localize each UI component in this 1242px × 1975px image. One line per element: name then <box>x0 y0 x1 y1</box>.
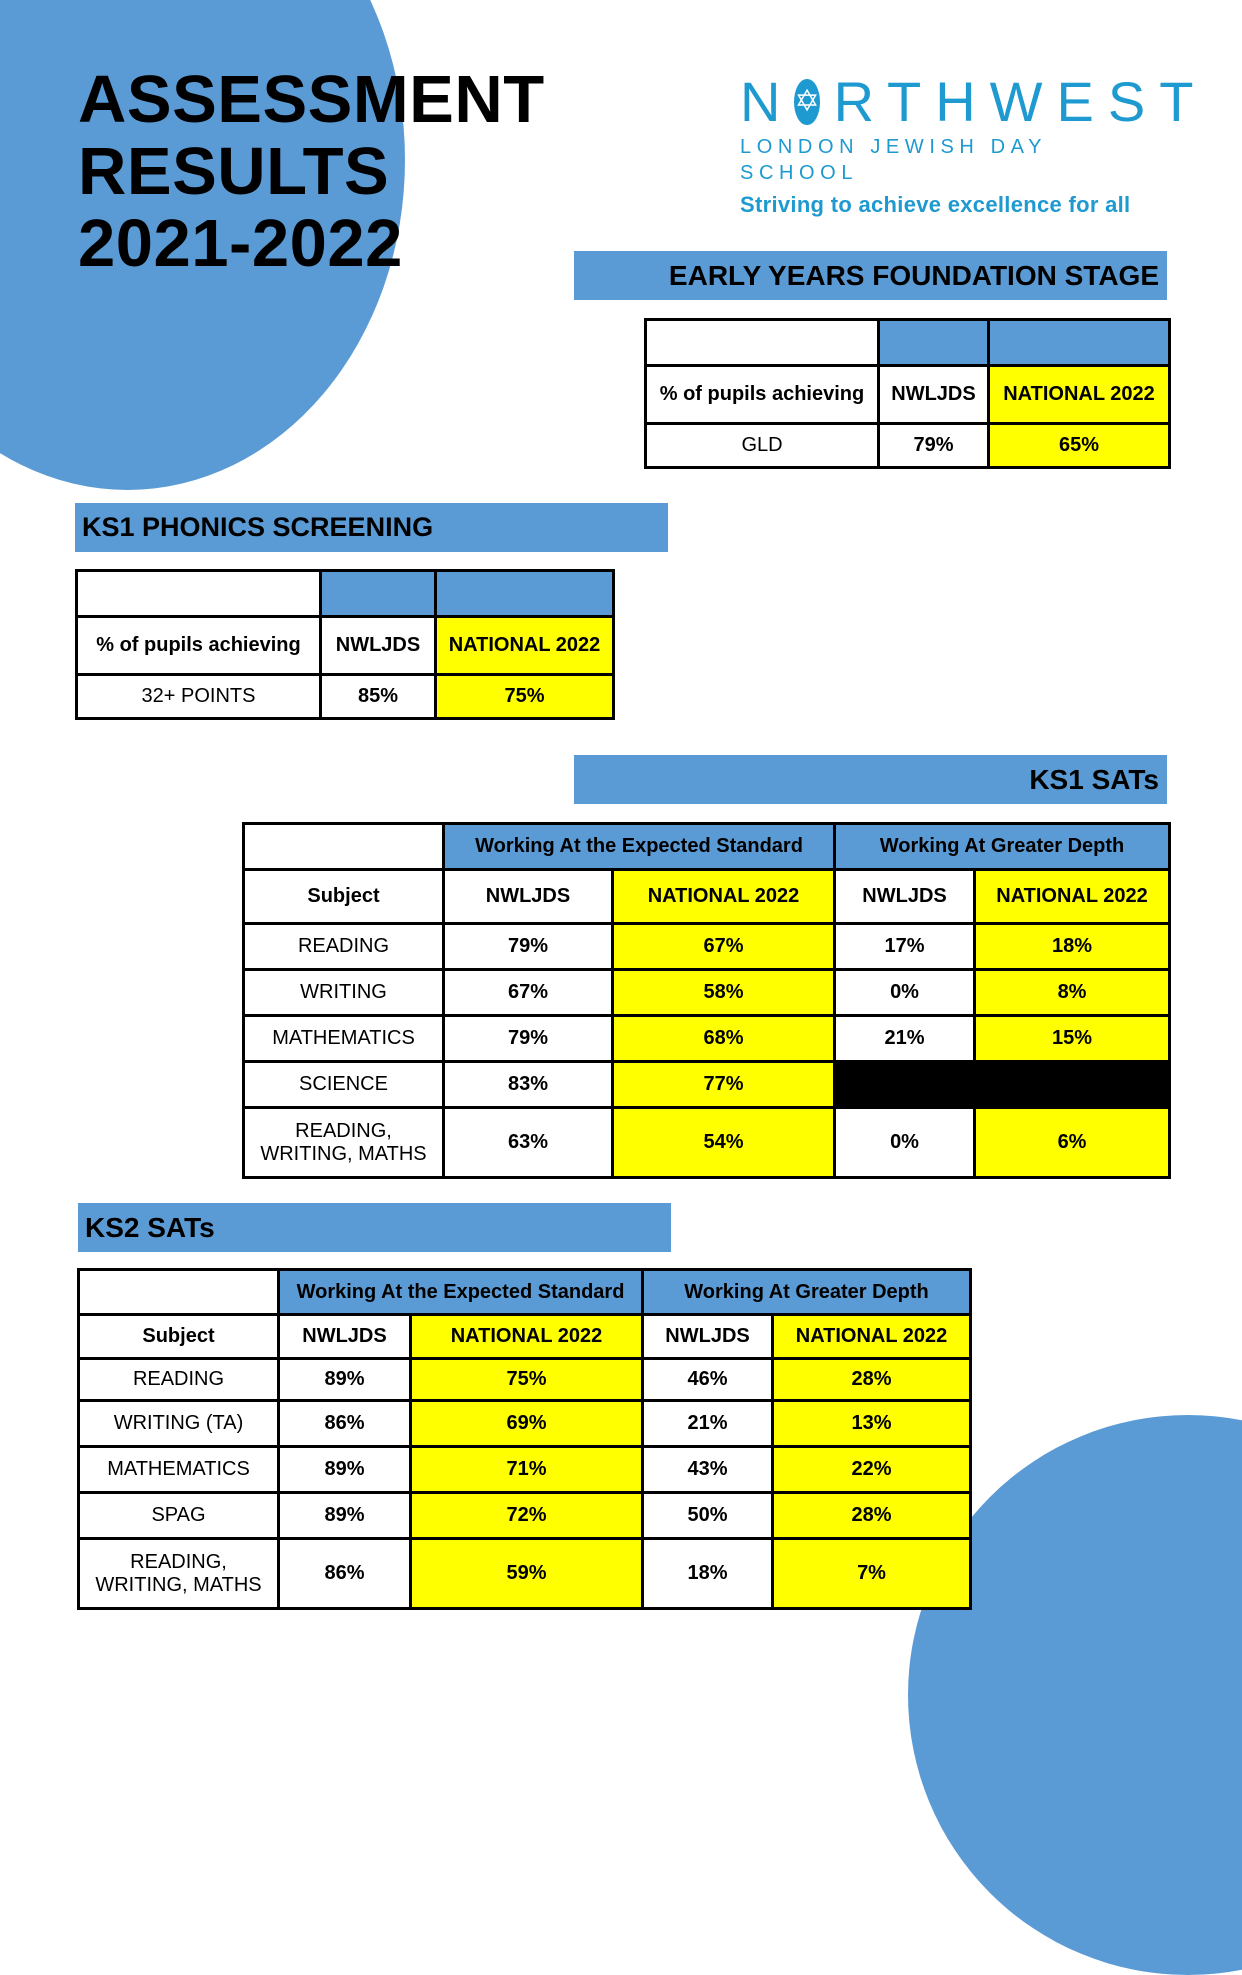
table-header-row <box>77 617 614 675</box>
national-value: 7% <box>773 1539 971 1609</box>
column-header: Subject <box>244 870 444 924</box>
column-header: % of pupils achieving <box>77 617 321 675</box>
column-header: NWLJDS <box>879 366 989 424</box>
table-cell <box>79 1270 279 1315</box>
group-header-greater-depth: Working At Greater Depth <box>643 1270 971 1315</box>
logo-name-first-letter: N <box>740 70 795 133</box>
national-value: 13% <box>773 1401 971 1447</box>
school-value: 79% <box>444 924 613 970</box>
national-value: 8% <box>975 970 1170 1016</box>
table-row <box>244 970 1170 1016</box>
subject-cell: WRITING <box>244 970 444 1016</box>
table-cell <box>436 571 614 617</box>
national-value: 18% <box>975 924 1170 970</box>
logo-subtitle: LONDON JEWISH DAY SCHOOL <box>740 136 1047 184</box>
table-cell <box>321 571 436 617</box>
phonics-table <box>75 569 615 720</box>
subject-line: READING, <box>295 1119 392 1142</box>
table-row <box>79 1447 971 1493</box>
column-header: NWLJDS <box>643 1315 773 1359</box>
eyfs-heading: EARLY YEARS FOUNDATION STAGE <box>574 251 1167 300</box>
eyfs-table <box>644 318 1171 469</box>
table-row <box>77 571 614 617</box>
school-value: 79% <box>444 1016 613 1062</box>
column-header: NWLJDS <box>279 1315 411 1359</box>
school-logo <box>740 70 1208 220</box>
column-header: NWLJDS <box>835 870 975 924</box>
school-value: 46% <box>643 1359 773 1401</box>
column-header: % of pupils achieving <box>646 366 879 424</box>
national-value: 15% <box>975 1016 1170 1062</box>
national-value: 65% <box>989 424 1170 468</box>
table-cell <box>646 320 879 366</box>
row-label: 32+ POINTS <box>77 675 321 719</box>
title-line-3: 2021-2022 <box>78 206 403 281</box>
ks2-heading: KS2 SATs <box>78 1203 671 1252</box>
subject-cell: SPAG <box>79 1493 279 1539</box>
school-value: 67% <box>444 970 613 1016</box>
school-value: 50% <box>643 1493 773 1539</box>
column-header: NATIONAL 2022 <box>975 870 1170 924</box>
column-header: NATIONAL 2022 <box>613 870 835 924</box>
national-value: 72% <box>411 1493 643 1539</box>
subject-cell: MATHEMATICS <box>244 1016 444 1062</box>
column-header: NATIONAL 2022 <box>989 366 1170 424</box>
national-value: 54% <box>613 1108 835 1178</box>
school-value: 21% <box>643 1401 773 1447</box>
school-value: 79% <box>879 424 989 468</box>
table-row <box>244 1062 1170 1108</box>
school-value: 86% <box>279 1401 411 1447</box>
national-value: 67% <box>613 924 835 970</box>
table-row <box>79 1359 971 1401</box>
school-value: 0% <box>835 970 975 1016</box>
column-header: Subject <box>79 1315 279 1359</box>
column-header: NATIONAL 2022 <box>773 1315 971 1359</box>
group-header-expected: Working At the Expected Standard <box>444 824 835 870</box>
logo-wordmark <box>740 70 1208 134</box>
national-value: 75% <box>436 675 614 719</box>
subject-line: WRITING, MATHS <box>95 1573 262 1596</box>
logo-name-rest: RTHWEST <box>833 70 1208 133</box>
national-value: 77% <box>613 1062 835 1108</box>
national-value: 68% <box>613 1016 835 1062</box>
school-value: 18% <box>643 1539 773 1609</box>
table-header-row <box>244 870 1170 924</box>
ks1-table <box>242 822 1171 1179</box>
row-label: GLD <box>646 424 879 468</box>
group-header-row <box>244 824 1170 870</box>
table-row <box>244 924 1170 970</box>
table-header-row <box>646 366 1170 424</box>
school-value: 0% <box>835 1108 975 1178</box>
subject-cell: SCIENCE <box>244 1062 444 1108</box>
group-header-row <box>79 1270 971 1315</box>
group-header-expected: Working At the Expected Standard <box>279 1270 643 1315</box>
table-cell <box>244 824 444 870</box>
table-row <box>77 675 614 719</box>
school-value: 17% <box>835 924 975 970</box>
school-value: 89% <box>279 1447 411 1493</box>
column-header: NWLJDS <box>321 617 436 675</box>
title-line-2: RESULTS <box>78 134 390 209</box>
school-value: 89% <box>279 1493 411 1539</box>
subject-cell: WRITING (TA) <box>79 1401 279 1447</box>
national-value: 6% <box>975 1108 1170 1178</box>
subject-cell: MATHEMATICS <box>79 1447 279 1493</box>
not-applicable-block <box>835 1062 1170 1108</box>
table-row <box>79 1401 971 1447</box>
logo-tagline: Striving to achieve excellence for all <box>740 192 1131 217</box>
table-row <box>646 424 1170 468</box>
national-value: 75% <box>411 1359 643 1401</box>
ks1-heading: KS1 SATs <box>574 755 1167 804</box>
table-row <box>79 1539 971 1609</box>
school-value: 63% <box>444 1108 613 1178</box>
school-value: 86% <box>279 1539 411 1609</box>
table-row <box>79 1493 971 1539</box>
subject-cell: READING <box>79 1359 279 1401</box>
table-row <box>646 320 1170 366</box>
national-value: 69% <box>411 1401 643 1447</box>
table-row <box>244 1108 1170 1178</box>
group-header-greater-depth: Working At Greater Depth <box>835 824 1170 870</box>
column-header: NWLJDS <box>444 870 613 924</box>
title-line-1: ASSESSMENT <box>78 62 545 137</box>
column-header: NATIONAL 2022 <box>436 617 614 675</box>
national-value: 59% <box>411 1539 643 1609</box>
table-cell <box>77 571 321 617</box>
column-header: NATIONAL 2022 <box>411 1315 643 1359</box>
school-value: 83% <box>444 1062 613 1108</box>
national-value: 28% <box>773 1493 971 1539</box>
table-row <box>244 1016 1170 1062</box>
table-cell <box>879 320 989 366</box>
school-value: 43% <box>643 1447 773 1493</box>
table-header-row <box>79 1315 971 1359</box>
subject-line: READING, <box>130 1550 227 1573</box>
subject-cell: READING <box>244 924 444 970</box>
subject-cell <box>244 1108 444 1178</box>
phonics-heading: KS1 PHONICS SCREENING <box>75 503 668 552</box>
school-value: 89% <box>279 1359 411 1401</box>
subject-line: WRITING, MATHS <box>260 1142 427 1165</box>
star-of-david-icon: ✡ <box>794 79 819 125</box>
national-value: 71% <box>411 1447 643 1493</box>
school-value: 85% <box>321 675 436 719</box>
national-value: 28% <box>773 1359 971 1401</box>
subject-cell <box>79 1539 279 1609</box>
school-value: 21% <box>835 1016 975 1062</box>
national-value: 22% <box>773 1447 971 1493</box>
page-title <box>78 64 545 280</box>
ks2-table <box>77 1268 972 1610</box>
national-value: 58% <box>613 970 835 1016</box>
table-cell <box>989 320 1170 366</box>
